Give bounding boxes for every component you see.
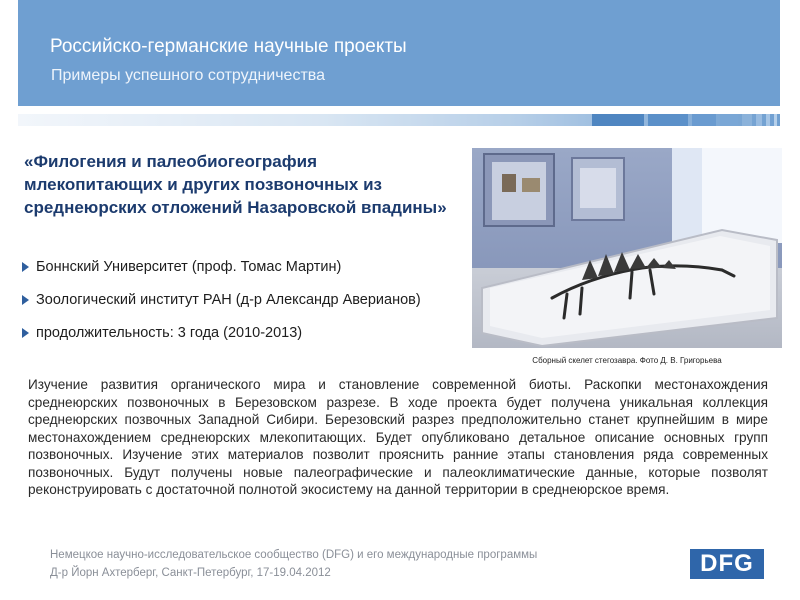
- decorative-squares: [592, 114, 777, 126]
- header-banner: [18, 0, 780, 106]
- bullet-institute: [22, 291, 452, 310]
- logo-text: DFG: [700, 550, 754, 577]
- project-bullet-list: [22, 258, 452, 357]
- museum-photo: [472, 148, 782, 348]
- project-title: «Филогения и палеобиогеография млекопитающих и других позвоночных из среднеюрских отложений Назаровской впадины»: [24, 152, 447, 217]
- arrow-bullet-icon: [22, 328, 29, 338]
- footer-author-date: Д-р Йорн Ахтерберг, Санкт-Петербург, 17-19.04.2012: [50, 567, 331, 579]
- arrow-bullet-icon: [22, 262, 29, 272]
- photo-caption: Сборный скелет стегозавра. Фото Д. В. Григорьева: [532, 356, 722, 365]
- bullet-duration: [22, 324, 452, 343]
- bullet-text: Зоологический институт РАН (д-р Александр Аверианов): [36, 292, 421, 308]
- arrow-bullet-icon: [22, 295, 29, 305]
- bullet-university: [22, 258, 452, 277]
- slide-title: Российско-германские научные проекты: [50, 36, 407, 57]
- dfg-logo: [690, 549, 764, 579]
- slide-subtitle: Примеры успешного сотрудничества: [51, 67, 325, 84]
- footer-organization: Немецкое научно-исследовательское сообщество (DFG) и его международные программы: [50, 549, 538, 561]
- bullet-text: продолжительность: 3 года (2010-2013): [36, 325, 303, 341]
- project-description: Изучение развития органического мира и становление современной биоты. Раскопки местонахождения среднеюрских позвоночных в Березовском разрезе. В ходе проекта будет получена уникальная коллекция среднеюрских позвочных Западной Сибири. Березовский разрез предположительно станет крупнейшим в мире местонахождением среднеюрских млекопитающих. Будет опубликовано детальное описание основных групп позвоночных. Изучение этих материалов позволит прояснить ранние этапы становления ряда современных позвоночных. Будут получены новые палеографические и палеоклиматические данные, которые позволят реконструировать с достаточной полнотой экосистему на данной территории в среднеюрское время.: [28, 377, 768, 497]
- bullet-text: Боннский Университет (проф. Томас Мартин): [36, 259, 342, 275]
